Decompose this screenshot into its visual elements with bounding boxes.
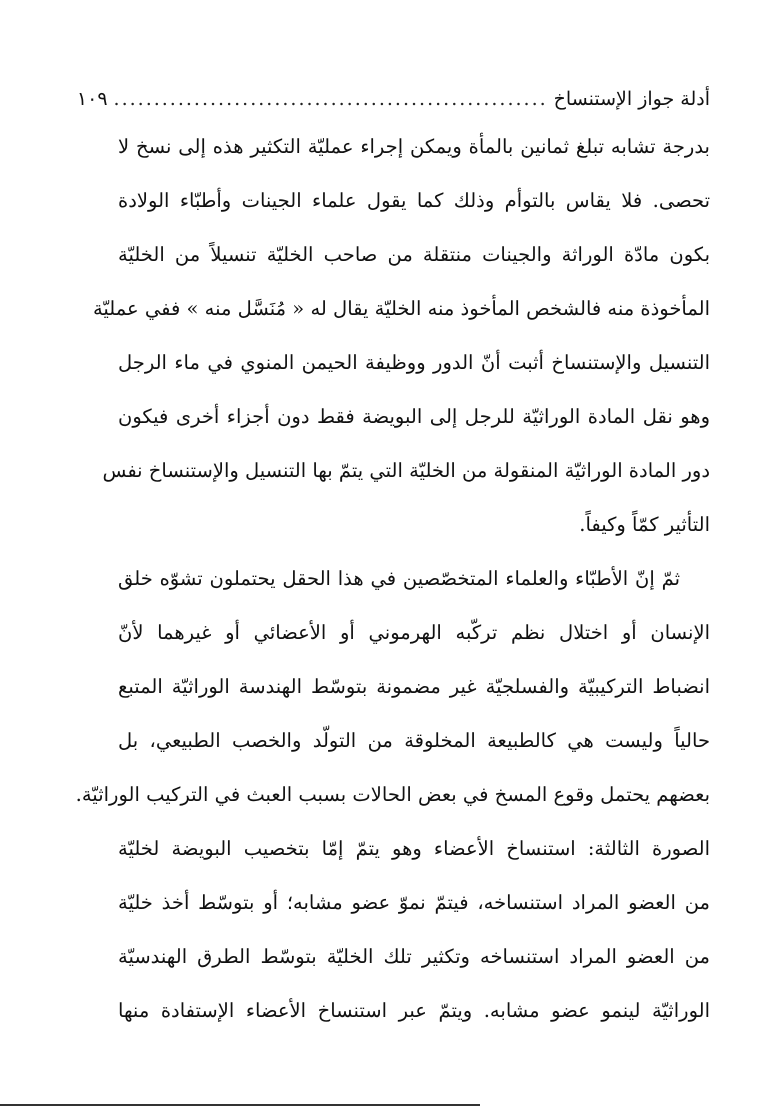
text-line: حالياً وليست هي كالطبيعة المخلوقة من التولّد والخصب الطبيعي، بل xyxy=(118,729,710,752)
text-line: بدرجة تشابه تبلغ ثمانين بالمأة ويمكن إجراء عمليّة التكثير هذه إلى نسخ لا xyxy=(118,135,710,158)
text-line: انضباط التركيبيّة والفسلجيّة غير مضمونة بتوسّط الهندسة الوراثيّة المتبع xyxy=(118,675,710,698)
text-line-paragraph-end: بعضهم يحتمل وقوع المسخ في بعض الحالات بسبب العبث في التركيب الوراثيّة. xyxy=(75,783,710,806)
text-line: التنسيل والإستنساخ أثبت أنّ الدور ووظيفة الحيمن المنوي في ماء الرجل xyxy=(118,351,710,374)
body-text xyxy=(75,120,710,1038)
header-leader-dots: ...................................................... xyxy=(113,88,548,110)
text-line: المأخوذة منه فالشخص المأخوذ منه الخليّة يقال له « مُنَسَّل منه » ففي عمليّة xyxy=(92,297,710,320)
footer-rule xyxy=(0,1104,480,1106)
text-line: بكون مادّة الوراثة والجينات منتقلة من صاحب الخليّة تنسيلاً من الخليّة xyxy=(118,243,710,266)
text-line: من العضو المراد استنساخه وتكثير تلك الخليّة بتوسّط الطرق الهندسيّة xyxy=(118,945,710,968)
text-line: الإنسان أو اختلال نظم تركّبه الهرموني أو الأعضائي أو غيرهما لأنّ xyxy=(118,621,710,644)
text-line-paragraph-end: التأثير كمّاً وكيفاً. xyxy=(579,513,710,536)
text-line: تحصى. فلا يقاس بالتوأم وذلك كما يقول علماء الجينات وأطبّاء الولادة xyxy=(118,189,710,212)
text-line-paragraph-start: ثمّ إنّ الأطبّاء والعلماء المتخصّصين في هذا الحقل يحتملون تشوّه خلق xyxy=(118,567,680,590)
text-line: وهو نقل المادة الوراثيّة للرجل إلى البويضة فقط دون أجزاء أخرى فيكون xyxy=(118,405,710,428)
text-line: من العضو المراد استنساخه، فيتمّ نموّ عضو مشابه؛ أو بتوسّط أخذ خليّة xyxy=(118,891,710,914)
page-header xyxy=(76,84,710,114)
text-line: دور المادة الوراثيّة المنقولة من الخليّة التي يتمّ بها التنسيل والإستنساخ نفس xyxy=(102,459,710,482)
running-title: أدلة جواز الإستنساخ xyxy=(553,88,710,110)
text-line-paragraph-start: الصورة الثالثة: استنساخ الأعضاء وهو يتمّ إمّا بتخصيب البويضة لخليّة xyxy=(118,837,710,860)
page-number: ١٠٩ xyxy=(76,88,108,110)
text-line: الوراثيّة لينمو عضو مشابه. ويتمّ عبر استنساخ الأعضاء الإستفادة منها xyxy=(118,999,710,1022)
